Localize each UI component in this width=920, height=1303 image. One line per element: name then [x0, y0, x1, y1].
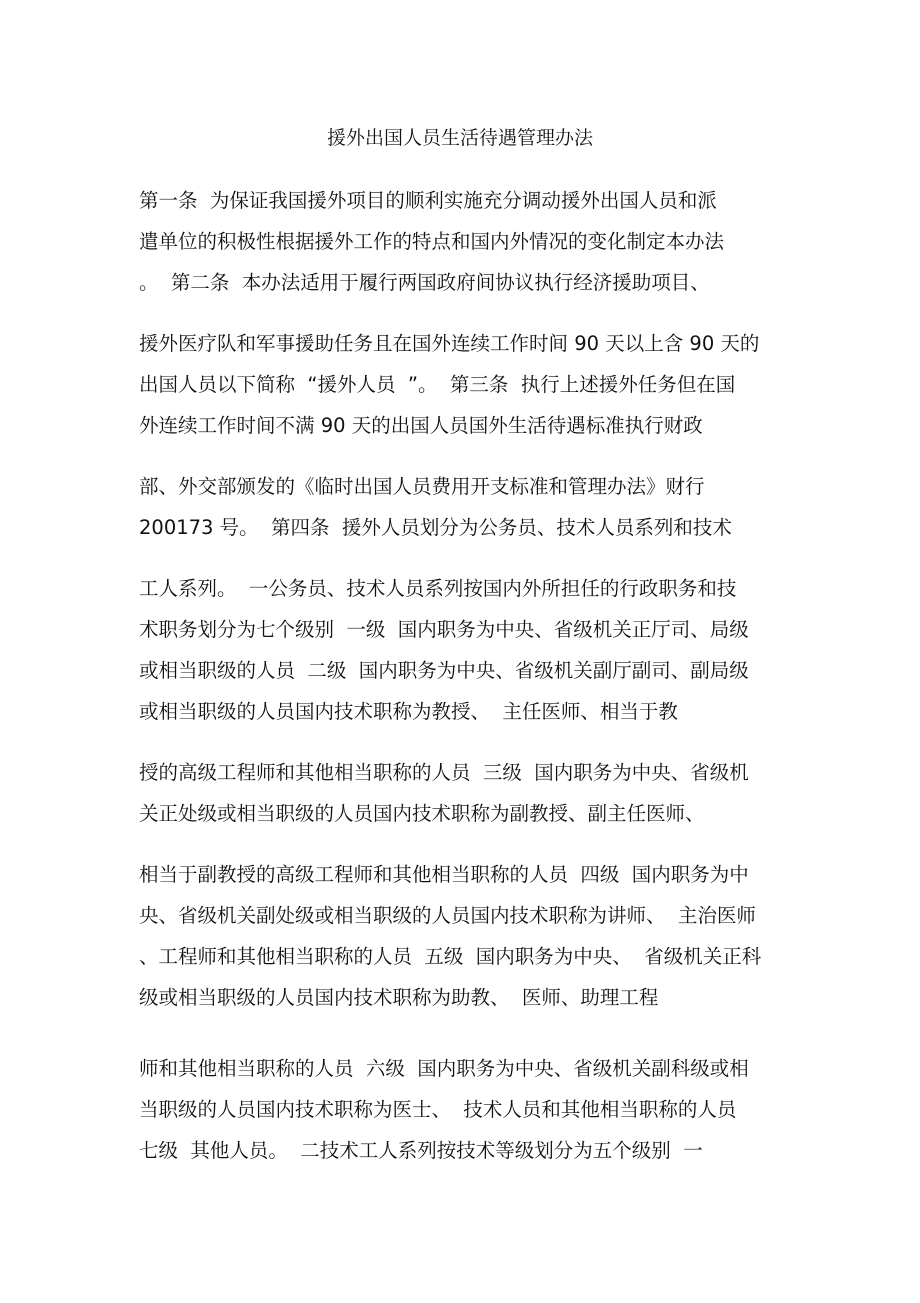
body-line: 术职务划分为七个级别 一级 国内职务为中央、省级机关正厅司、局级 [139, 618, 749, 641]
body-line: 外连续工作时间不满 90 天的出国人员国外生活待遇标准执行财政 [139, 414, 703, 437]
body-line: 工人系列。 一公务员、技术人员系列按国内外所担任的行政职务和技 [139, 577, 737, 600]
body-line: 遣单位的积极性根据援外工作的特点和国内外情况的变化制定本办法 [139, 230, 725, 253]
body-line: 。 第二条 本办法适用于履行两国政府间协议执行经济援助项目、 [139, 271, 710, 294]
body-line: 援外医疗队和军事援助任务且在国外连续工作时间 90 天以上含 90 天的 [139, 332, 760, 355]
body-line: 七级 其他人员。 二技术工人系列按技术等级划分为五个级别 一 [139, 1139, 703, 1162]
body-line: 级或相当职级的人员国内技术职称为助教、 医师、助理工程 [139, 986, 659, 1009]
body-line: 部、外交部颁发的《临时出国人员费用开支标准和管理办法》财行 [139, 475, 705, 498]
body-line: 授的高级工程师和其他相当职称的人员 三级 国内职务为中央、省级机 [139, 761, 749, 784]
body-line: 相当于副教授的高级工程师和其他相当职称的人员 四级 国内职务为中 [139, 863, 749, 886]
body-line: 或相当职级的人员国内技术职称为教授、 主任医师、相当于教 [139, 700, 678, 723]
body-line: 关正处级或相当职级的人员国内技术职称为副教授、副主任医师、 [139, 802, 705, 825]
document-title: 援外出国人员生活待遇管理办法 [326, 127, 593, 149]
body-line: 师和其他相当职称的人员 六级 国内职务为中央、省级机关副科级或相 [139, 1057, 749, 1080]
body-line: 出国人员以下简称 “援外人员 ”。 第三条 执行上述援外任务但在国 [139, 373, 736, 396]
body-line: 当职级的人员国内技术职称为医士、 技术人员和其他相当职称的人员 [139, 1098, 737, 1121]
body-line: 第一条 为保证我国援外项目的顺利实施充分调动援外出国人员和派 [139, 189, 717, 212]
body-line: 或相当职级的人员 二级 国内职务为中央、省级机关副厅副司、副局级 [139, 659, 749, 682]
body-line: 央、省级机关副处级或相当职级的人员国内技术职称为讲师、 主治医师 [139, 904, 756, 927]
body-line: 、工程师和其他相当职称的人员 五级 国内职务为中央、 省级机关正科 [139, 945, 762, 968]
body-line: 200173 号。 第四条 援外人员划分为公务员、技术人员系列和技术 [139, 516, 732, 539]
